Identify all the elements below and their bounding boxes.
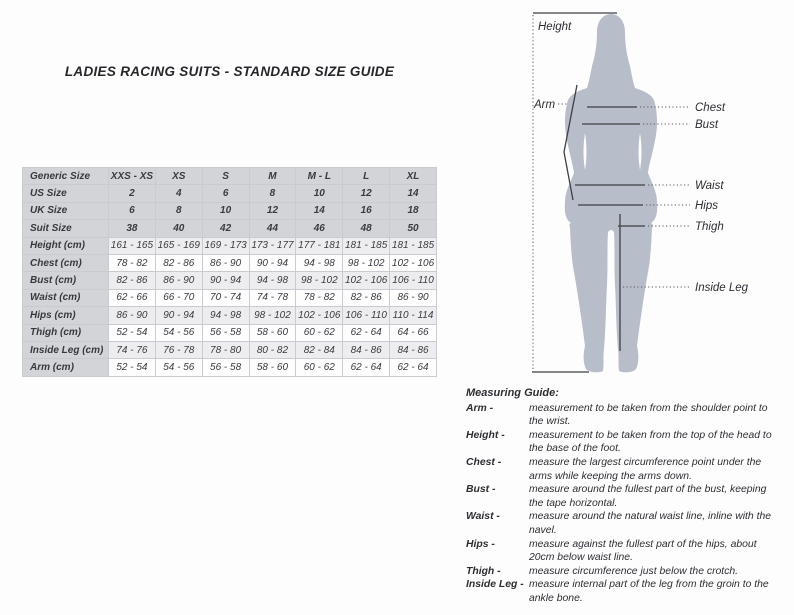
bust-label: Bust: [695, 119, 719, 131]
row-label: Thigh (cm): [23, 324, 109, 341]
size-cell: 38: [109, 220, 156, 237]
female-silhouette: [565, 14, 658, 372]
guide-term: Bust -: [466, 484, 496, 496]
size-cell: 161 - 165: [109, 237, 156, 254]
size-cell: 64 - 66: [390, 324, 437, 341]
size-cell: 56 - 58: [202, 324, 249, 341]
size-cell: XXS - XS: [109, 168, 156, 185]
size-cell: 94 - 98: [296, 254, 343, 271]
size-cell: M - L: [296, 168, 343, 185]
size-cell: XL: [390, 168, 437, 185]
guide-term: Arm -: [466, 402, 494, 414]
size-cell: 40: [155, 220, 202, 237]
guide-item: [466, 402, 786, 429]
measurement-figure-diagram: [500, 0, 794, 390]
page-title: LADIES RACING SUITS - STANDARD SIZE GUIDE: [64, 64, 395, 79]
size-cell: 16: [343, 202, 390, 219]
size-cell: 82 - 84: [296, 341, 343, 358]
size-cell: 78 - 82: [109, 254, 156, 271]
guide-definition: measure around the fullest part of the bust, keeping the tape horizontal.: [529, 484, 767, 509]
size-cell: 44: [249, 220, 296, 237]
size-cell: 98 - 102: [296, 272, 343, 289]
table-row: [23, 220, 437, 237]
row-label: Hips (cm): [23, 307, 109, 324]
size-cell: 82 - 86: [343, 289, 390, 306]
table-row: [23, 185, 437, 202]
size-cell: 78 - 80: [202, 341, 249, 358]
size-cell: 80 - 82: [249, 341, 296, 358]
guide-term: Hips -: [466, 538, 495, 550]
size-cell: 86 - 90: [390, 289, 437, 306]
table-row: [23, 237, 437, 254]
size-cell: 60 - 62: [296, 359, 343, 376]
size-cell: 50: [390, 220, 437, 237]
size-cell: 181 - 185: [390, 237, 437, 254]
size-cell: 106 - 110: [390, 272, 437, 289]
size-cell: 62 - 64: [390, 359, 437, 376]
size-cell: 42: [202, 220, 249, 237]
inside-leg-label: Inside Leg: [695, 282, 749, 294]
guide-item: [466, 565, 786, 579]
table-row: [23, 202, 437, 219]
size-cell: 60 - 62: [296, 324, 343, 341]
row-label: Inside Leg (cm): [23, 341, 109, 358]
size-cell: 102 - 106: [343, 272, 390, 289]
size-cell: XS: [155, 168, 202, 185]
size-cell: 90 - 94: [249, 254, 296, 271]
size-cell: 62 - 64: [343, 324, 390, 341]
size-guide-table: [22, 167, 437, 377]
guide-definition: measurement to be taken from the top of the head to the base of the foot.: [529, 429, 772, 455]
table-row: [23, 324, 437, 341]
row-label: Suit Size: [23, 220, 109, 237]
size-cell: 46: [296, 220, 343, 237]
size-cell: 2: [109, 185, 156, 202]
size-cell: 165 - 169: [155, 237, 202, 254]
size-cell: 52 - 54: [109, 359, 156, 376]
size-cell: 48: [343, 220, 390, 237]
measuring-guide: [466, 387, 786, 606]
size-cell: 58 - 60: [249, 324, 296, 341]
size-cell: 94 - 98: [202, 307, 249, 324]
size-cell: 74 - 78: [249, 289, 296, 306]
size-cell: 84 - 86: [343, 341, 390, 358]
table-row: [23, 359, 437, 376]
guide-term: Waist -: [466, 511, 500, 523]
size-cell: 52 - 54: [109, 324, 156, 341]
guide-definition: measure internal part of the leg from the groin to the ankle bone.: [529, 579, 769, 604]
size-cell: 90 - 94: [202, 272, 249, 289]
size-cell: 173 - 177: [249, 237, 296, 254]
size-cell: 54 - 56: [155, 359, 202, 376]
size-cell: 58 - 60: [249, 359, 296, 376]
thigh-label: Thigh: [695, 221, 724, 233]
table-row: [23, 307, 437, 324]
guide-item: [466, 429, 786, 456]
size-cell: 169 - 173: [202, 237, 249, 254]
size-cell: 102 - 106: [390, 254, 437, 271]
guide-item: [466, 456, 786, 483]
size-cell: 12: [249, 202, 296, 219]
size-cell: L: [343, 168, 390, 185]
arm-label: Arm: [534, 99, 556, 111]
table-row: [23, 272, 437, 289]
size-cell: 86 - 90: [202, 254, 249, 271]
size-cell: M: [249, 168, 296, 185]
size-cell: 14: [296, 202, 343, 219]
table-row: [23, 341, 437, 358]
size-cell: 62 - 64: [343, 359, 390, 376]
row-label: Chest (cm): [23, 254, 109, 271]
size-cell: 98 - 102: [249, 307, 296, 324]
guide-term: Inside Leg -: [466, 579, 524, 591]
size-cell: 90 - 94: [155, 307, 202, 324]
size-cell: 84 - 86: [390, 341, 437, 358]
guide-item: [466, 510, 786, 537]
size-cell: 70 - 74: [202, 289, 249, 306]
size-cell: 18: [390, 202, 437, 219]
size-cell: 94 - 98: [249, 272, 296, 289]
waist-label: Waist: [695, 180, 724, 192]
row-label: Arm (cm): [23, 359, 109, 376]
size-cell: 56 - 58: [202, 359, 249, 376]
size-cell: 6: [109, 202, 156, 219]
guide-item: [466, 578, 786, 605]
size-cell: 78 - 82: [296, 289, 343, 306]
guide-definition: measure circumference just below the crotch.: [529, 565, 739, 577]
size-cell: 66 - 70: [155, 289, 202, 306]
guide-definition: measure against the fullest part of the hips, about 20cm below waist line.: [529, 538, 757, 564]
size-cell: S: [202, 168, 249, 185]
size-cell: 54 - 56: [155, 324, 202, 341]
size-cell: 4: [155, 185, 202, 202]
guide-term: Height -: [466, 429, 505, 441]
guide-item: [466, 538, 786, 565]
row-label: US Size: [23, 185, 109, 202]
guide-definition: measure the largest circumference point under the arms while keeping the arms down.: [529, 456, 762, 482]
size-cell: 10: [202, 202, 249, 219]
measuring-guide-heading: Measuring Guide:: [466, 387, 559, 399]
row-label: Generic Size: [23, 168, 109, 185]
guide-term: Thigh -: [466, 565, 501, 577]
row-label: UK Size: [23, 202, 109, 219]
size-cell: 102 - 106: [296, 307, 343, 324]
size-cell: 76 - 78: [155, 341, 202, 358]
size-cell: 86 - 90: [155, 272, 202, 289]
size-cell: 98 - 102: [343, 254, 390, 271]
size-cell: 86 - 90: [109, 307, 156, 324]
size-cell: 10: [296, 185, 343, 202]
height-label: Height: [538, 21, 572, 33]
table-row: [23, 254, 437, 271]
guide-term: Chest -: [466, 456, 502, 468]
size-cell: 110 - 114: [390, 307, 437, 324]
size-cell: 6: [202, 185, 249, 202]
size-cell: 181 - 185: [343, 237, 390, 254]
hips-label: Hips: [695, 200, 719, 212]
size-cell: 62 - 66: [109, 289, 156, 306]
size-cell: 106 - 110: [343, 307, 390, 324]
row-label: Bust (cm): [23, 272, 109, 289]
row-label: Height (cm): [23, 237, 109, 254]
size-cell: 177 - 181: [296, 237, 343, 254]
table-row: [23, 289, 437, 306]
row-label: Waist (cm): [23, 289, 109, 306]
size-cell: 14: [390, 185, 437, 202]
guide-definition: measurement to be taken from the shoulder point to the wrist.: [529, 402, 768, 428]
guide-definition: measure around the natural waist line, inline with the navel.: [529, 511, 772, 536]
size-cell: 12: [343, 185, 390, 202]
size-cell: 82 - 86: [109, 272, 156, 289]
guide-item: [466, 483, 786, 510]
size-cell: 82 - 86: [155, 254, 202, 271]
table-row: [23, 168, 437, 185]
size-cell: 8: [155, 202, 202, 219]
size-cell: 8: [249, 185, 296, 202]
size-cell: 74 - 76: [109, 341, 156, 358]
chest-label: Chest: [695, 102, 726, 114]
